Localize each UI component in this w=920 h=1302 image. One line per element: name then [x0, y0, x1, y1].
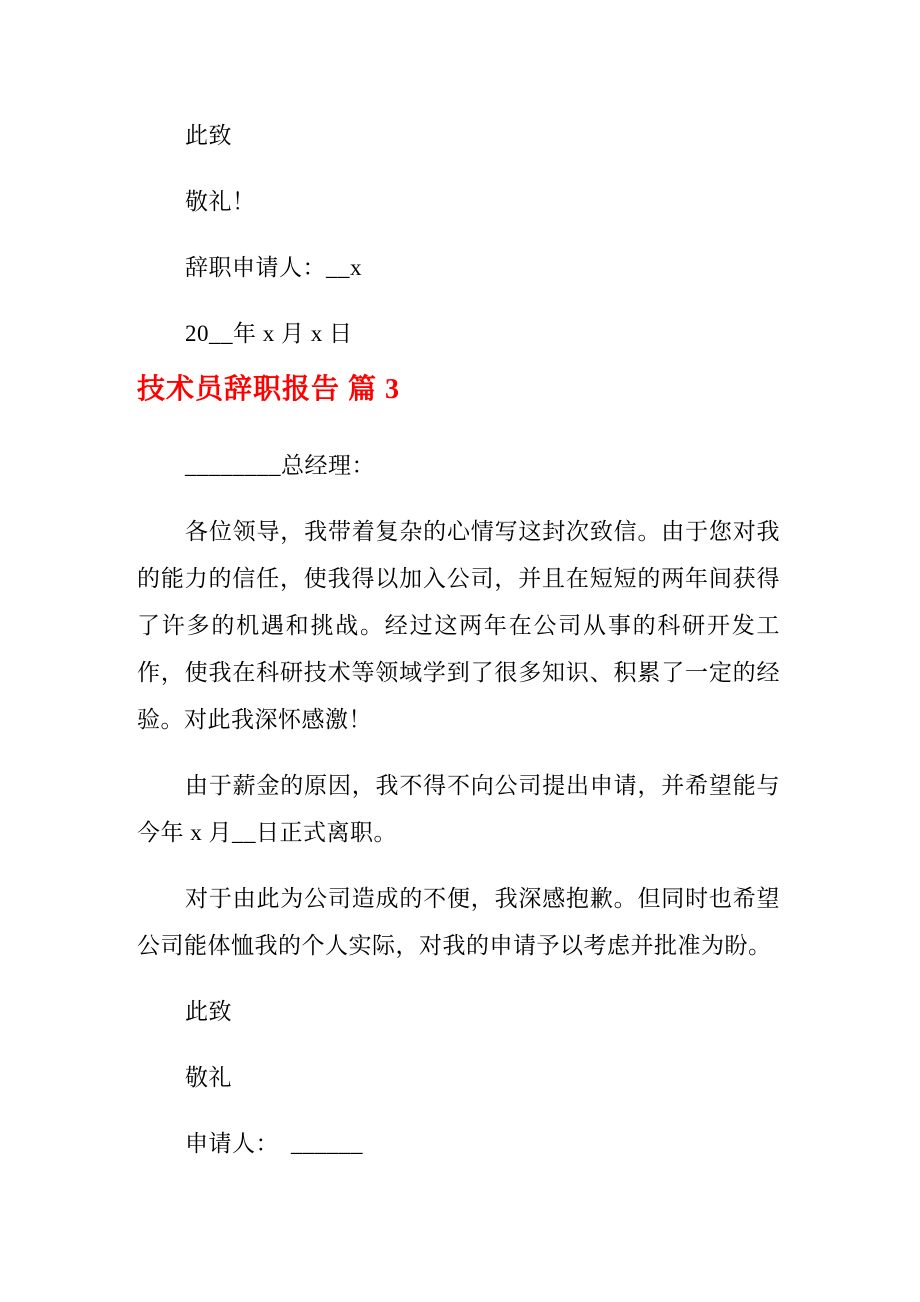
closing-top-salute: 敬礼！ [185, 189, 256, 214]
closing-bottom-salute: 敬礼 [185, 1065, 232, 1090]
body-paragraph-3: 对于由此为公司造成的不便，我深感抱歉。但同时也希望公司能体恤我的个人实际，对我的申请予以考虑并批准为盼。 [137, 886, 780, 958]
body-paragraph-2: 由于薪金的原因，我不得不向公司提出申请，并希望能与今年 x 月__日正式离职。 [137, 773, 780, 845]
section-title: 技术员辞职报告 篇 3 [137, 374, 401, 405]
salutation-line: ________总经理： [185, 453, 375, 478]
closing-bottom-applicant-line: 申请人： ______ [185, 1131, 363, 1156]
closing-top-date-line: 20__年 x 月 x 日 [185, 321, 353, 346]
closing-bottom-regards: 此致 [185, 999, 232, 1024]
body-paragraph-1: 各位领导，我带着复杂的心情写这封次致信。由于您对我的能力的信任，使我得以加入公司，并且在短短的两年间获得了许多的机遇和挑战。经过这两年在公司从事的科研开发工作，使我在科研技术等领域学到了很多知识、积累了一定的经验。对此我深怀感激！ [137, 519, 780, 732]
closing-top-regards: 此致 [185, 123, 232, 148]
closing-top-applicant-line: 辞职申请人：__x [185, 255, 362, 280]
